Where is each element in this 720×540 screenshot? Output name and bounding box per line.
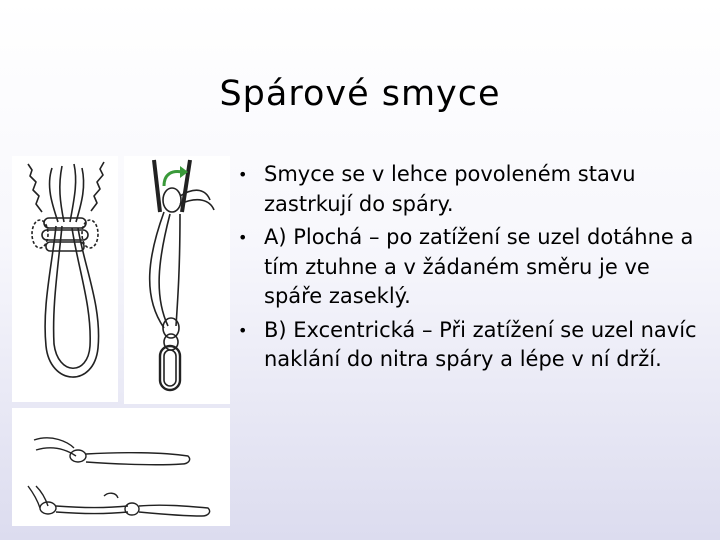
bullet-text: A) Plochá – po zatížení se uzel dotáhne a tím ztuhne a v žádaném směru je ve spáře zaseklý. xyxy=(264,225,694,308)
slide-title: Spárové smyce xyxy=(219,74,501,114)
eccentric-knot-sling-figure xyxy=(124,156,230,404)
bullet-marker: • xyxy=(238,320,248,340)
bullet-marker: • xyxy=(238,165,248,184)
bullet-text: B) Excentrická – Při zatížení se uzel navíc naklání do nitra spáry a lépe v ní drží. xyxy=(264,317,697,371)
bullet-marker: • xyxy=(238,228,248,247)
bullet-item xyxy=(236,223,706,312)
bullet-item xyxy=(236,160,706,219)
bullet-item xyxy=(236,316,706,375)
bullet-text: Smyce se v lehce povoleném stavu zastrkují do spáry. xyxy=(264,162,636,216)
curved-arrow-icon xyxy=(164,166,188,186)
sling-side-views-figure xyxy=(12,408,230,526)
flat-knot-sling-figure xyxy=(12,156,118,402)
bullet-list xyxy=(236,160,706,379)
